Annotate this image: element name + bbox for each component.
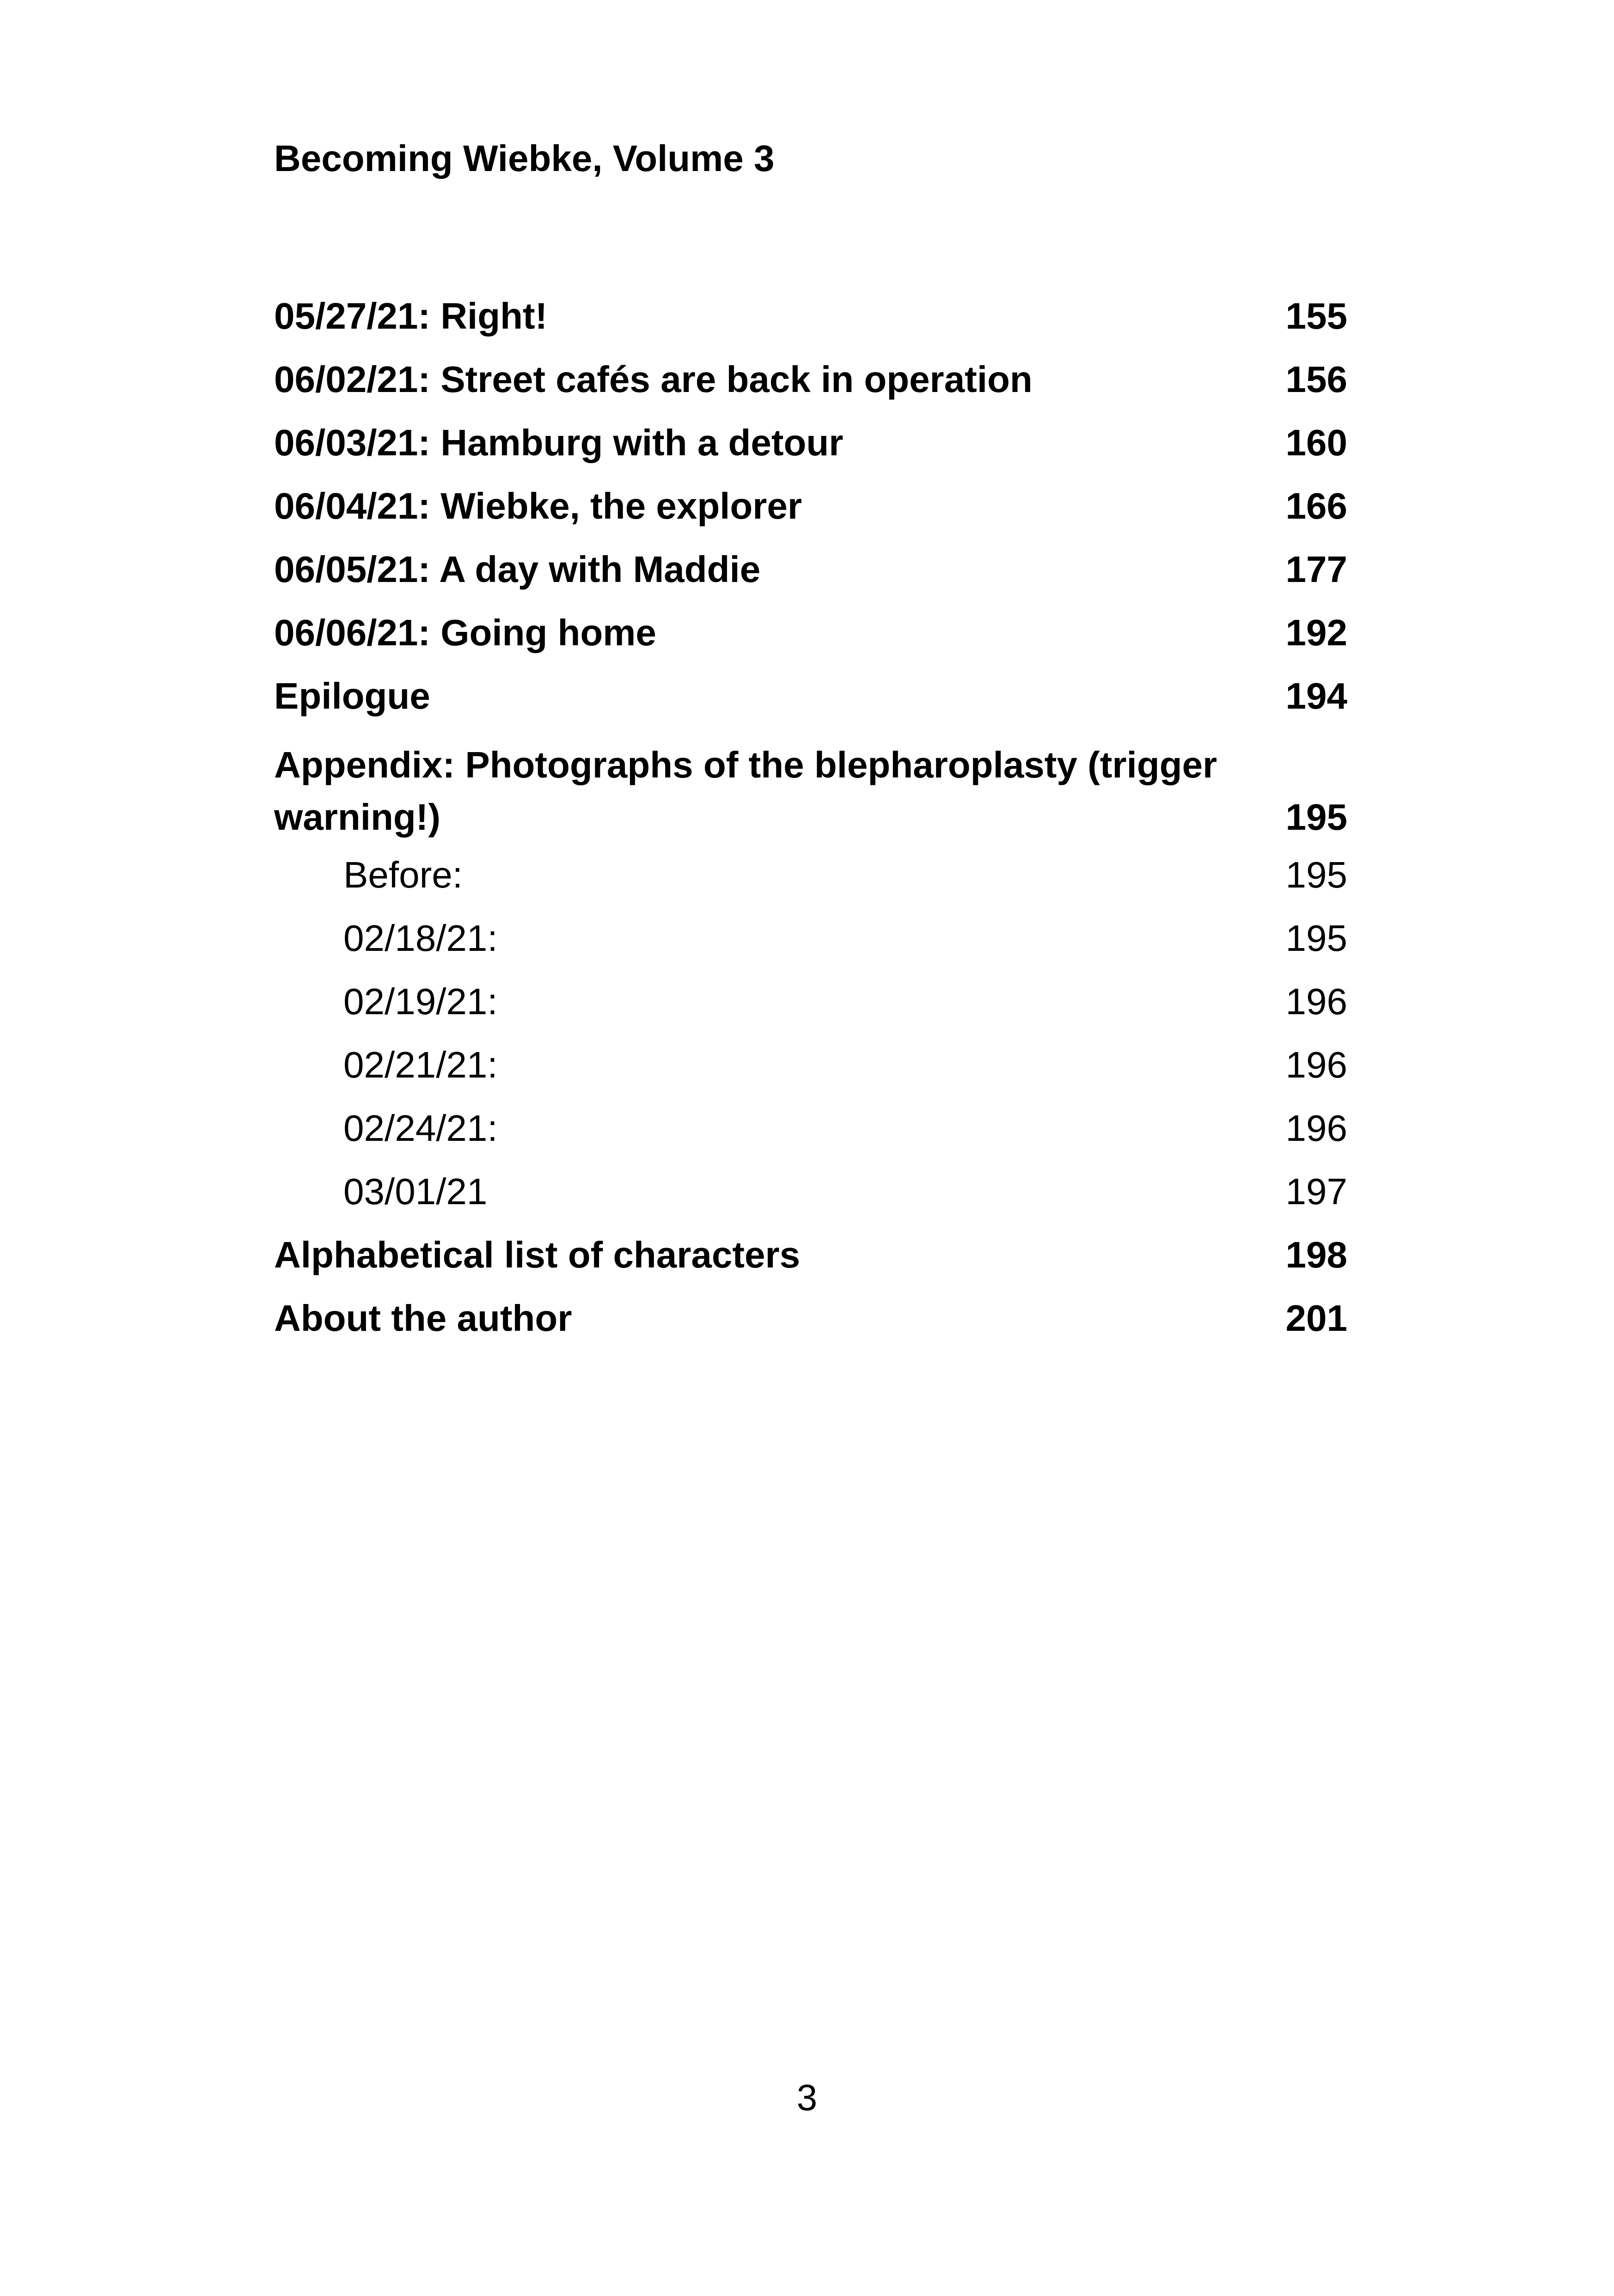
toc-entry-page: 194 — [1285, 675, 1347, 716]
toc-entry[interactable] — [274, 728, 1347, 843]
toc-entry-label: Epilogue — [274, 675, 430, 716]
toc-entry-page: 195 — [1285, 796, 1347, 838]
toc-entry-label: 02/24/21: — [343, 1108, 498, 1149]
toc-subentry[interactable] — [274, 843, 1347, 906]
toc-entry-label: Before: — [343, 854, 463, 895]
toc-entry-label: 02/18/21: — [343, 918, 498, 959]
toc-entry-page: 155 — [1285, 295, 1347, 337]
toc-entry[interactable] — [274, 538, 1347, 601]
toc-subentry[interactable] — [274, 1160, 1347, 1223]
toc-entry[interactable] — [274, 348, 1347, 411]
toc-entry-page: 196 — [1285, 981, 1347, 1022]
toc-entry[interactable] — [274, 601, 1347, 664]
toc-entry-label: 05/27/21: Right! — [274, 295, 548, 337]
toc-entry-page: 160 — [1285, 422, 1347, 463]
toc-entry-label: Appendix: Photographs of the blepharoplasty (trigger warning!) — [274, 744, 1217, 838]
toc-entry[interactable] — [274, 1223, 1347, 1286]
toc-entry-label: About the author — [274, 1298, 572, 1339]
toc-subentry[interactable] — [274, 906, 1347, 970]
toc-entry-page: 198 — [1285, 1234, 1347, 1275]
toc-entry-label: 06/06/21: Going home — [274, 612, 656, 653]
book-title: Becoming Wiebke, Volume 3 — [274, 138, 775, 179]
toc-entry-label: 02/19/21: — [343, 981, 498, 1022]
toc-entry-page: 195 — [1285, 918, 1347, 959]
toc-entry-page: 195 — [1285, 854, 1347, 895]
toc-subentry[interactable] — [274, 1033, 1347, 1096]
toc-entry-page: 156 — [1285, 359, 1347, 400]
toc-entry[interactable] — [274, 411, 1347, 474]
toc-entry[interactable] — [274, 474, 1347, 538]
toc-entry-page: 196 — [1285, 1044, 1347, 1085]
toc-entry-label: Alphabetical list of characters — [274, 1234, 801, 1275]
toc-entry-label: 06/03/21: Hamburg with a detour — [274, 422, 844, 463]
table-of-contents — [274, 284, 1347, 1350]
toc-entry-page: 196 — [1285, 1108, 1347, 1149]
toc-entry-page: 192 — [1285, 612, 1347, 653]
toc-entry[interactable] — [274, 1286, 1347, 1350]
toc-entry[interactable] — [274, 284, 1347, 348]
toc-entry[interactable] — [274, 664, 1347, 728]
toc-entry-page: 166 — [1285, 485, 1347, 527]
toc-entry-label: 06/05/21: A day with Maddie — [274, 549, 761, 590]
toc-entry-label: 03/01/21 — [343, 1171, 488, 1212]
toc-entry-label: 06/04/21: Wiebke, the explorer — [274, 485, 802, 527]
toc-entry-label: 06/02/21: Street cafés are back in operation — [274, 359, 1033, 400]
toc-subentry[interactable] — [274, 1096, 1347, 1160]
toc-entry-label: 02/21/21: — [343, 1044, 498, 1085]
toc-entry-page: 177 — [1285, 549, 1347, 590]
page-number: 3 — [796, 2077, 818, 2118]
toc-subentry[interactable] — [274, 970, 1347, 1033]
toc-entry-page: 197 — [1285, 1171, 1347, 1212]
toc-entry-page: 201 — [1285, 1298, 1347, 1339]
